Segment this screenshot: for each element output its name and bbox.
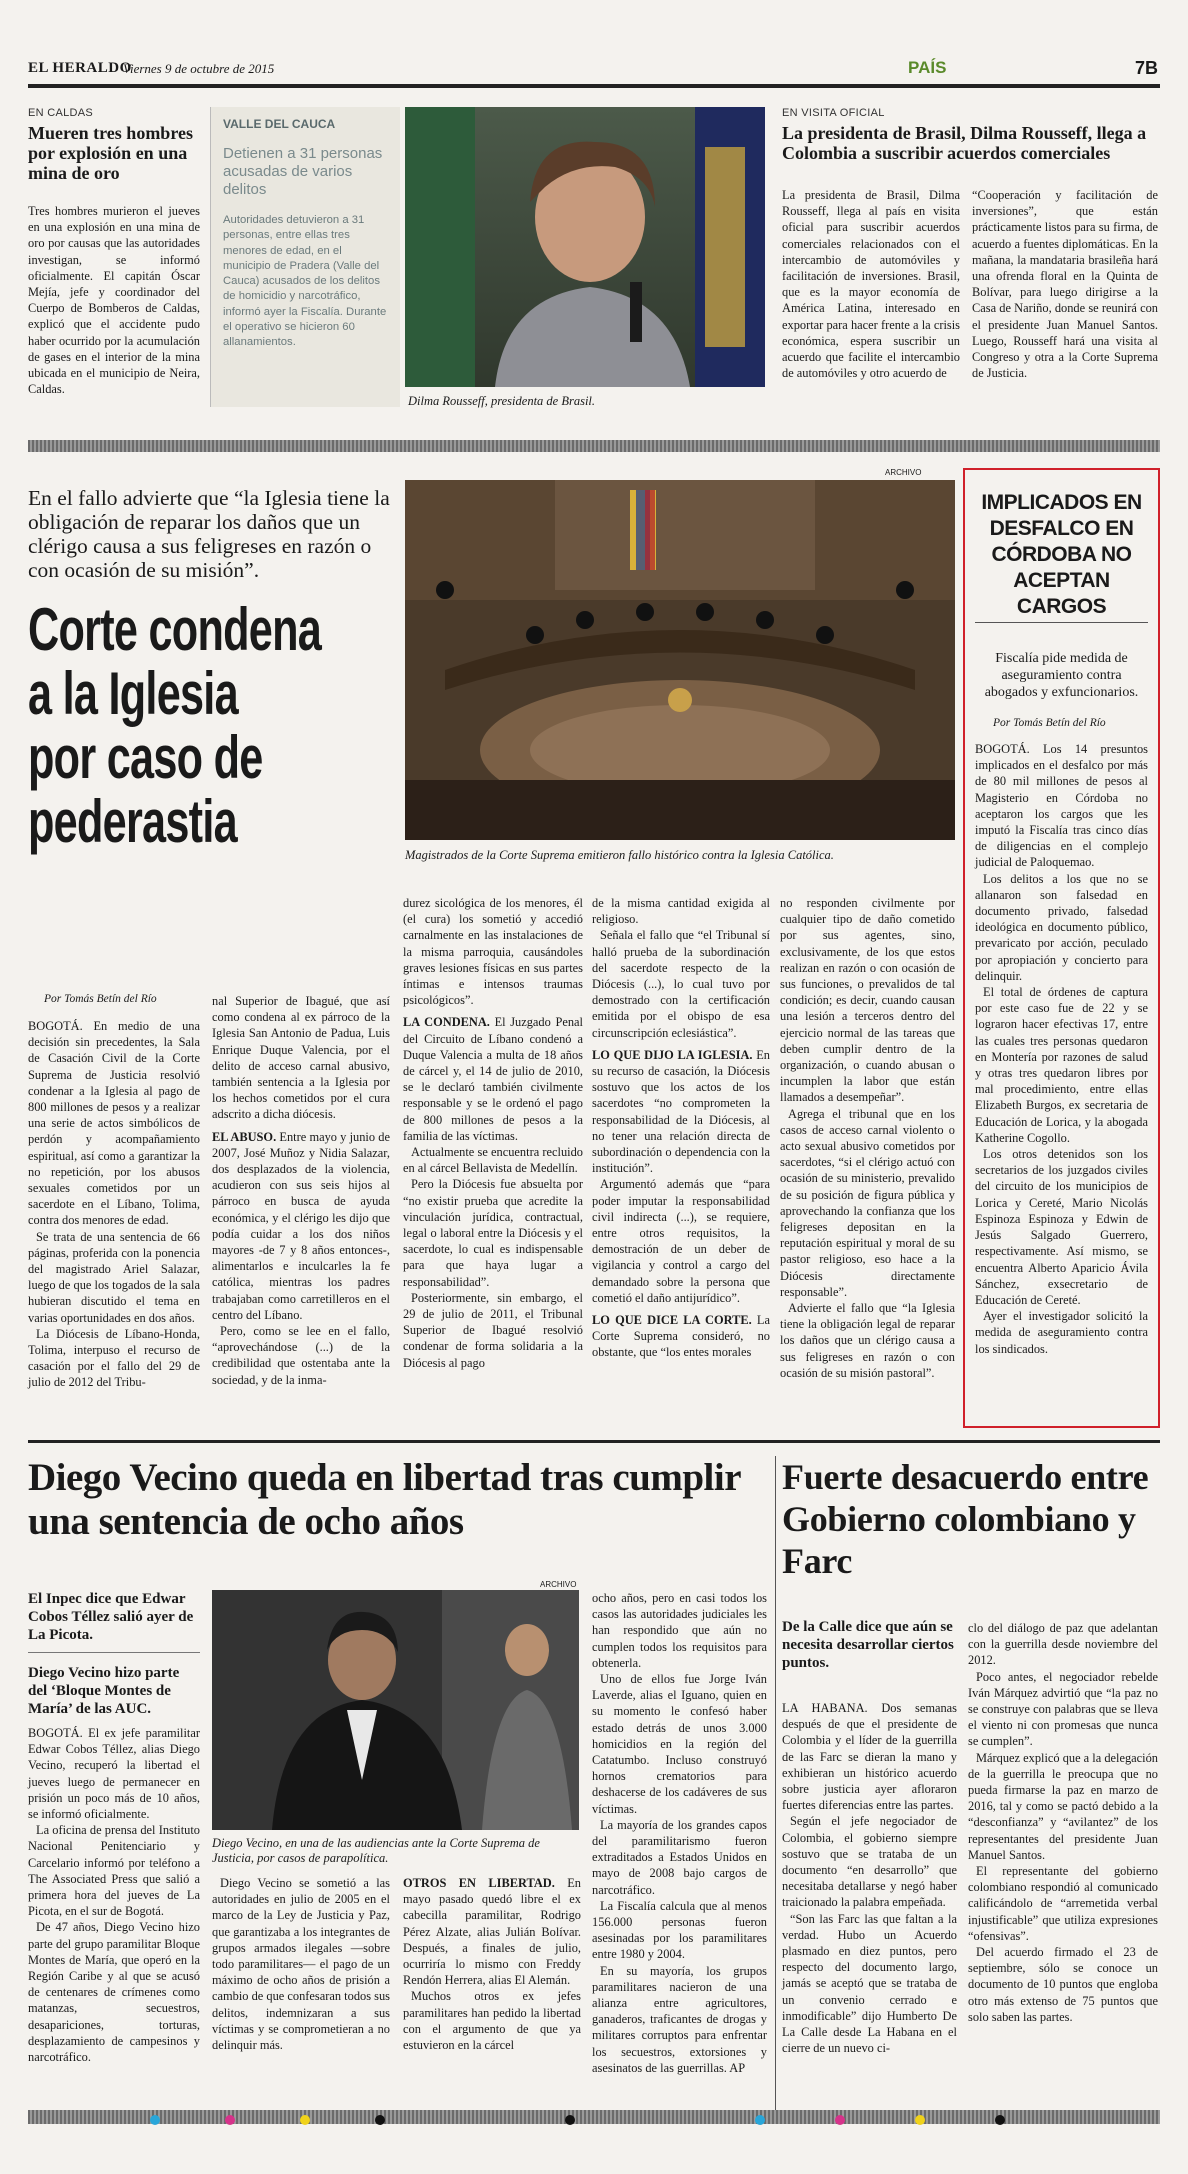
- cordoba-headline: IMPLICADOS EN DESFALCO EN CÓRDOBA NO ACEPTAN CARGOS: [981, 491, 1142, 618]
- farc-col2-p4: El representante del gobierno colombiano respondió al comunicado calificándolo de “arremetida verbal injustificable” que utiliza expresiones “ofensivas”.: [968, 1864, 1158, 1943]
- farc-headline: Fuerte desacuerdo entre Gobierno colombiano y Farc: [782, 1457, 1149, 1581]
- cordoba-p5: Ayer el investigador solicitó la medida de aseguramiento contra los sindicados.: [975, 1309, 1148, 1356]
- vecino-col2-p1: Diego Vecino se sometió a las autoridades en julio de 2005 en el marco de la Ley de Justicia y Paz, que garantizaba a los integrantes de grupos armados ilegales —sobre todo paramilitares— el pago de un máximo de ocho años de prisión a cambio de que confesaran todos sus delitos, indemnizaran a sus víctimas y se comprometieran a no delinquir más.: [212, 1876, 390, 2053]
- masthead: [28, 58, 1160, 86]
- iglesia-headline-line: Corte condena: [28, 596, 322, 663]
- brasil-headline: La presidenta de Brasil, Dilma Rousseff, llega a Colombia a suscribir acuerdos comerciales: [782, 123, 1147, 163]
- iglesia-col2-p2: [212, 1129, 390, 1323]
- iglesia-headline-line: pederastia: [28, 788, 237, 855]
- valle-body: Autoridades detuvieron a 31 personas, entre ellas tres menores de edad, en el municipio de Pradera (Valle del Cauca) acusados de los delitos de homicidio y narcotráfico, informó ayer la Fiscalía. Durante el operativo se hicieron 60 allanamientos.: [223, 214, 387, 349]
- vecino-col4-p2: Uno de ellos fue Jorge Iván Laverde, alias el Iguano, quien en su momento le confesó haber estado detrás de unos 3.000 homicidios en la región del Catatumbo. Incluso construyó hornos crematorios para deshacerse de los cadáveres de sus víctimas.: [592, 1672, 767, 1816]
- cordoba-body: [975, 741, 1148, 1357]
- iglesia-col1-p2: Se trata de una sentencia de 66 páginas, proferida con la ponencia del magistrado Ariel Salazar, luego de que los togados de la sala hubieran discutido el tema en varias oportunidades en dos años.: [28, 1229, 200, 1325]
- corte-dice-subhead: LO QUE DICE LA CORTE.: [592, 1313, 752, 1328]
- corte-dice-text: La Corte Suprema consideró, no obstante, que “los entes morales: [592, 1313, 770, 1360]
- dilma-caption: Dilma Rousseff, presidenta de Brasil.: [408, 394, 596, 408]
- vecino-col4-p1: ocho años, pero en casi todos los casos las autoridades judiciales les han respondido que aún no cumplen todos los requisitos para obtenerla.: [592, 1591, 767, 1670]
- vecino-col4-p3: La mayoría de los grandes capos del paramilitarismo fueron extraditados a Estados Unidos en mayo de 2008 bajo cargos de narcotráfico.: [592, 1817, 767, 1897]
- vecino-col4-p4: La Fiscalía calcula que al menos 156.000 personas fueron asesinadas por los paramilitares entre 1980 y 2004.: [592, 1898, 767, 1962]
- mid-divider: [28, 1440, 1160, 1443]
- iglesia-col3-p1: durez sicológica de los menores, él (el cura) los sometió y accedió carnalmente en las instalaciones de la misma parroquia, causándoles graves lesiones físicas en sus partes íntimas e intensos traumas psicológicos”.: [403, 896, 583, 1008]
- iglesia-col4-p2: Señala el fallo que “el Tribunal sí halló prueba de la subordinación del sacerdote respecto de la Diócesis (...), lo cual tuvo por demostrado con la certificación emitida por el obispo de esa circunscripción eclesiástica”.: [592, 928, 770, 1040]
- caldas-headline: Mueren tres hombres por explosión en una mina de oro: [28, 123, 193, 183]
- iglesia-col3-p3: Actualmente se encuentra recluido en al cárcel Bellavista de Medellín.: [403, 1145, 583, 1176]
- page-number: 7B: [1134, 58, 1158, 78]
- cordoba-byline: Por Tomás Betín del Río: [993, 717, 1106, 729]
- abuso-text: Entre mayo y junio de 2007, José Muñoz y Nidia Salazar, dos desplazados de la violencia, acudieron con sus seis hijos al párroco en busca de ayuda económica, y el clérigo les dijo que podía cuidar a los dos niños mayores -de 7 y 8 años entonces-, alimentarlos e inculcarles la fe católica, mientras los padres trabajaban como carretilleros en el centro del Líbano.: [212, 1129, 390, 1322]
- iglesia-col3-p2: [403, 1014, 583, 1144]
- vecino-col4-p5: En su mayoría, los grupos paramilitares nacieron de una alianza entre agricultores, ganaderos, traficantes de drogas y militares corruptos para enfrentar los secuestros, extorsiones y asesinatos de las guerrillas. AP: [592, 1963, 767, 2075]
- vecino-deck1: El Inpec dice que Edwar Cobos Téllez salió ayer de La Picota.: [28, 1591, 194, 1643]
- condena-text: El Juzgado Penal del Circuito de Líbano condenó a Duque Valencia a multa de 18 años de cárcel y, el 14 de julio de 2010, se le declaró también civilmente responsable y se le ordenó el pago de 800 millones de pesos a la familia de las víctimas.: [403, 1015, 583, 1143]
- vecino-col3: [403, 1875, 581, 2053]
- iglesia-col2: [212, 993, 390, 1388]
- iglesia-byline: Por Tomás Betín del Río: [44, 993, 157, 1005]
- iglesia-col3-p4: Pero la Diócesis fue absuelta por “no existir prueba que acredite la vinculación jurídica, contractual, legal o laboral entre la Diócesis y el sacerdote, lo cual es indispensable para que haya lugar a responsabilidad”.: [403, 1177, 583, 1289]
- iglesia-col4: [592, 895, 770, 1361]
- iglesia-headline-line: a la Iglesia: [28, 660, 238, 727]
- cordoba-box: [963, 468, 1160, 1428]
- vecino-col3-p1: [403, 1875, 581, 1988]
- farc-col2-p5: Del acuerdo firmado el 23 de septiembre, sólo se conoce un documento de 10 puntos que engloba otro más extenso de 75 puntos que solo saben las partes.: [968, 1945, 1158, 2024]
- vecino-col1: [28, 1725, 200, 2065]
- iglesia-col5-p1: no responden civilmente por cualquier tipo de daño cometido por sus agentes, sino, exclusivamente, de los que estos realizan en razón o con ocasión de sus funciones, o prevalidos de tal condición; es decir, cuando causan una lesión a terceros dentro del ejercicio normal de las tareas que deben cumplir dentro de la organización, o cuando abusan o incumplen la labor que están llamados a desempeñar”.: [780, 896, 955, 1105]
- section-divider: [28, 440, 1160, 452]
- farc-col2-p1: clo del diálogo de paz que adelantan con la guerrilla desde noviembre del 2012.: [968, 1621, 1158, 1668]
- iglesia-col1-p3: La Diócesis de Líbano-Honda, Tolima, interpuso el recurso de casación por el fallo del 29 de julio de 2012 del Tribu-: [28, 1326, 200, 1390]
- registration-dots: [150, 2115, 1050, 2125]
- valle-box: [210, 107, 400, 407]
- iglesia-col4-p5: [592, 1312, 770, 1361]
- cordoba-p2: Los delitos a los que no se allanaron son falsedad en documento privado, falsedad ideológica en documento público, prevaricato por acción, peculado por apropiación y concierto para delinquir.: [975, 871, 1148, 983]
- vecino-col3-p2: Muchos otros ex jefes paramilitares han pedido la libertad con el argumento de que ya estuvieron en la cárcel: [403, 1989, 581, 2053]
- valle-kicker: VALLE DEL CAUCA: [223, 117, 336, 131]
- iglesia-col5: [780, 895, 955, 1381]
- cordoba-p1: BOGOTÁ. Los 14 presuntos implicados en el desfalco por más de 80 mil millones de pesos al Magisterio en Córdoba no aceptaron los cargos que les imputó la Fiscalía tras cinco días de diligencias en el complejo judicial de Paloquemao.: [975, 742, 1148, 870]
- court-photo: [405, 480, 955, 840]
- iglesia-headline: [28, 598, 408, 854]
- iglesia-col1: [28, 1018, 200, 1391]
- caldas-article: [28, 107, 200, 397]
- vecino-photo: [212, 1590, 579, 1830]
- cordoba-p4: Los otros detenidos son los secretarios de los juzgados civiles del circuito de los municipios de Lorica y Cereté, Mario Nicolás Espinoza Espinoza y Edwin de Jesús Salgado Guerrero, respectivamente. Así mismo, se encuentra Alberto Aparicio Ávila Sánchez, exsecretario de Educación de Cereté.: [975, 1147, 1148, 1307]
- iglesia-col5-p3: Advierte el fallo que “la Iglesia tiene la obligación legal de reparar los daños que un clérigo causa a sus feligreses en razón o con ocasión de su misión pastoral”.: [780, 1301, 955, 1380]
- iglesia-dijo-text: En su recurso de casación, la Diócesis sostuvo que los actos de los sacerdotes “no comprometen la responsabilidad de la Diócesis, al no tener una relación directa de subordinación o dependencia con la institución”.: [592, 1047, 770, 1176]
- brasil-col1: La presidenta de Brasil, Dilma Rousseff, llega al país en visita oficial para suscribir acuerdos comerciales relacionados con el intercambio de automóviles y facilitación de inversiones. Brasil, que es la mayor economía de América Latina, interesado en exportar para hacer frente a la crisis económica, espera suscribir un acuerdo que facilite el intercambio de automóviles y otro acuerdo de: [782, 188, 960, 381]
- section-label: PAÍS: [908, 58, 947, 77]
- iglesia-col1-p1: BOGOTÁ. En medio de una decisión sin precedentes, la Sala de Casación Civil de la Corte Suprema de Justicia resolvió condenar a la Iglesia al pago de 800 millones de pesos y a realizar una serie de actos simbólicos de perdón y acompañamiento espiritual, así como a garantizar la no repetición, por los abusos sexuales cometidos por un sacerdote en el Líbano, Tolima, contra dos menores de edad.: [28, 1019, 200, 1228]
- iglesia-col3: [403, 895, 583, 1371]
- iglesia-col2-p1: nal Superior de Ibagué, que así como condena al ex párroco de la Iglesia San Antonio de Padua, Luis Enrique Duque Valencia, por el delito de acceso carnal abusivo, también sentencia a la Iglesia por los hechos cometidos por el cura adscrito a dicha diócesis.: [212, 994, 390, 1122]
- dilma-portrait-image: [405, 107, 765, 387]
- iglesia-col2-p3: Pero, como se lee en el fallo, “aprovechándose (...) de la credibilidad que ostentaba ante la sociedad, y de la inma-: [212, 1324, 390, 1387]
- farc-deck: De la Calle dice que aún se necesita desarrollar ciertos puntos.: [782, 1619, 954, 1671]
- vecino-decks: [28, 1590, 200, 1718]
- color-registration-marks: [150, 2112, 1050, 2122]
- vecino-deck-rule: [28, 1652, 200, 1653]
- court-room-image: [405, 480, 955, 840]
- iglesia-col5-p2: Agrega el tribunal que en los casos de acceso carnal violento o acto sexual abusivo cometidos por sacerdotes, “si el clérigo actuó con ocasión de su ministerio, prevalido de su posición de figura pública y aprovechando la confianza que los feligreses depositan en la reputación espiritual y moral de su pastor religioso, eso hace a la Diócesis directamente responsable”.: [780, 1106, 955, 1299]
- masthead-rule: [28, 84, 1160, 88]
- vecino-deck2: Diego Vecino hizo parte del ‘Bloque Montes de María’ de las AUC.: [28, 1665, 180, 1717]
- farc-col2-p3: Márquez explicó que a la delegación de la guerrilla le preocupa que no pueda firmarse la paz en marzo de 2016, tal y como se pactó debido a la “desconfianza” y “avilantez” de los representantes del presidente Juan Manuel Santos.: [968, 1750, 1158, 1862]
- farc-col2: [968, 1620, 1158, 2025]
- abuso-subhead: EL ABUSO.: [212, 1129, 277, 1144]
- condena-subhead: LA CONDENA.: [403, 1015, 490, 1030]
- iglesia-col4-p1: de la misma cantidad exigida al religioso.: [592, 896, 770, 927]
- iglesia-col4-p4: Argumentó además que “para poder imputar la responsabilidad civil indirecta (...), se requiere, entre otros requisitos, la demostración de un deber de vigilancia y control a cargo del demandado sobre la persona que cometió el daño antijurídico”.: [592, 1177, 770, 1305]
- otros-libertad-text: En mayo pasado quedó libre el ex cabecilla paramilitar, Rodrigo Pérez Alzate, alias Julián Bolívar. Después, a finales de julio, ocurriría lo mismo con Freddy Rendón Herrera, alias El Alemán.: [403, 1876, 581, 1988]
- iglesia-col3-p5: Posteriormente, sin embargo, el 29 de julio de 2011, el Tribunal Superior de Ibagué resolvió condenar de forma solidaria a la Diócesis al pago: [403, 1290, 583, 1370]
- farc-col1-p1: LA HABANA. Dos semanas después de que el presidente de Colombia y el líder de la guerrilla de las Farc se dieran la mano y exhibieran un histórico acuerdo sobre justicia ayer afloraron fuertes diferencias entre las partes.: [782, 1701, 957, 1813]
- brasil-col2: “Cooperación y facilitación de inversiones”, que están prácticamente listos para su firma, de acuerdo a fuentes diplomáticas. En la mañana, la mandataria brasileña hará una ofrenda floral en la Quinta de Bolívar, para luego dirigirse a la Casa de Nariño, donde se reunirá con el presidente Juan Manuel Santos. Luego, Rousseff hará una visita al Congreso y otra a la Corte Suprema de Justicia.: [972, 188, 1158, 381]
- otros-libertad-subhead: OTROS EN LIBERTAD.: [403, 1876, 555, 1890]
- cordoba-rule: [975, 622, 1148, 623]
- farc-col1-p2: Según el jefe negociador de Colombia, el gobierno siempre sostuvo que se trataba de un documento “en desarrollo” que necesitaba detallarse y negó haber traicionado la palabra empeñada.: [782, 1814, 957, 1910]
- cordoba-deck: Fiscalía pide medida de aseguramiento contra abogados y exfuncionarios.: [984, 651, 1139, 700]
- iglesia-col4-p3: [592, 1047, 770, 1177]
- vecino-col2: [212, 1875, 390, 2053]
- farc-divider: [775, 1456, 776, 2116]
- court-photo-credit: ARCHIVO: [885, 468, 922, 477]
- vecino-headline: Diego Vecino queda en libertad tras cumplir una sentencia de ocho años: [28, 1456, 741, 1543]
- farc-col1: [782, 1700, 957, 2056]
- vecino-portrait-image: [212, 1590, 579, 1830]
- vecino-col1-p2: La oficina de prensa del Instituto Nacional Penitenciario y Carcelario informó por teléfono a The Associated Press que salió a primera hora del jueves de La Picota, en el sur de Bogotá.: [28, 1823, 200, 1919]
- brasil-kicker: EN VISITA OFICIAL: [782, 107, 885, 119]
- issue-date: Viernes 9 de octubre de 2015: [123, 61, 275, 76]
- iglesia-headline-line: por caso de: [28, 724, 263, 791]
- caldas-body: Tres hombres murieron el jueves en una explosión en una mina de oro por causas que las autoridades investigan, se informó oficialmente. El capitán Óscar Mejía, jefe y coordinador del Cuerpo de Bomberos de Caldas, explicó que el accidente pudo haber ocurrido por la acumulación de gases en el interior de la mina ubicada en el municipio de Neira, Caldas.: [28, 204, 200, 397]
- brasil-article: [782, 107, 1160, 381]
- iglesia-dijo-subhead: LO QUE DIJO LA IGLESIA.: [592, 1047, 753, 1062]
- dilma-photo: [405, 107, 765, 387]
- valle-headline: Detienen a 31 personas acusadas de varios delitos: [223, 145, 383, 198]
- vecino-col1-p3: De 47 años, Diego Vecino hizo parte del grupo paramilitar Bloque Montes de María, que operó en la Región Caribe y al que se acusó de centenares de crímenes como matanzas, secuestros, desapariciones, torturas, desplazamiento de campesinos y narcotráfico.: [28, 1920, 200, 2065]
- vecino-caption: Diego Vecino, en una de las audiencias ante la Corte Suprema de Justicia, por casos de parapolítica.: [212, 1836, 540, 1865]
- vecino-photo-credit: ARCHIVO: [540, 1580, 577, 1589]
- farc-col2-p2: Poco antes, el negociador rebelde Iván Márquez advirtió que “la paz no se construye con palabras que se lleva el viento ni con promesas que nunca se cumplen”.: [968, 1669, 1158, 1749]
- vecino-col4: [592, 1590, 767, 2076]
- iglesia-quote: En el fallo advierte que “la Iglesia tiene la obligación de reparar los daños que un clérigo causa a sus feligreses en razón o con ocasión de su misión”.: [28, 486, 390, 582]
- paper-name: EL HERALDO: [28, 60, 132, 76]
- cordoba-p3: El total de órdenes de captura por este caso fue de 22 y se lograron hacer efectivas 17, entre las cuales tres personas quedaron en Montería por razones de salud y otras tres quedaron libres por mal procedimiento, entre ellas Elizabeth Burgos, ex secretaria de Educación de Lorica, y la abogada Katherine Cogollo.: [975, 985, 1148, 1145]
- vecino-col1-p1: BOGOTÁ. El ex jefe paramilitar Edwar Cobos Téllez, alias Diego Vecino, recuperó la libertad el jueves luego de permanecer en prisión un poco más de 10 años, se informó oficialmente.: [28, 1726, 200, 1822]
- court-caption: Magistrados de la Corte Suprema emitieron fallo histórico contra la Iglesia Católica.: [405, 848, 834, 862]
- caldas-kicker: EN CALDAS: [28, 107, 94, 119]
- farc-col1-p3: “Son las Farc las que faltan a la verdad. Hubo un Acuerdo plasmado en diez puntos, pero respecto del documento largo, jamás se aceptó que se trataba de un convenio cerrado e inmodificable” dijo Humberto De La Calle desde La Habana en el cierre de un nuevo ci-: [782, 1911, 957, 2056]
